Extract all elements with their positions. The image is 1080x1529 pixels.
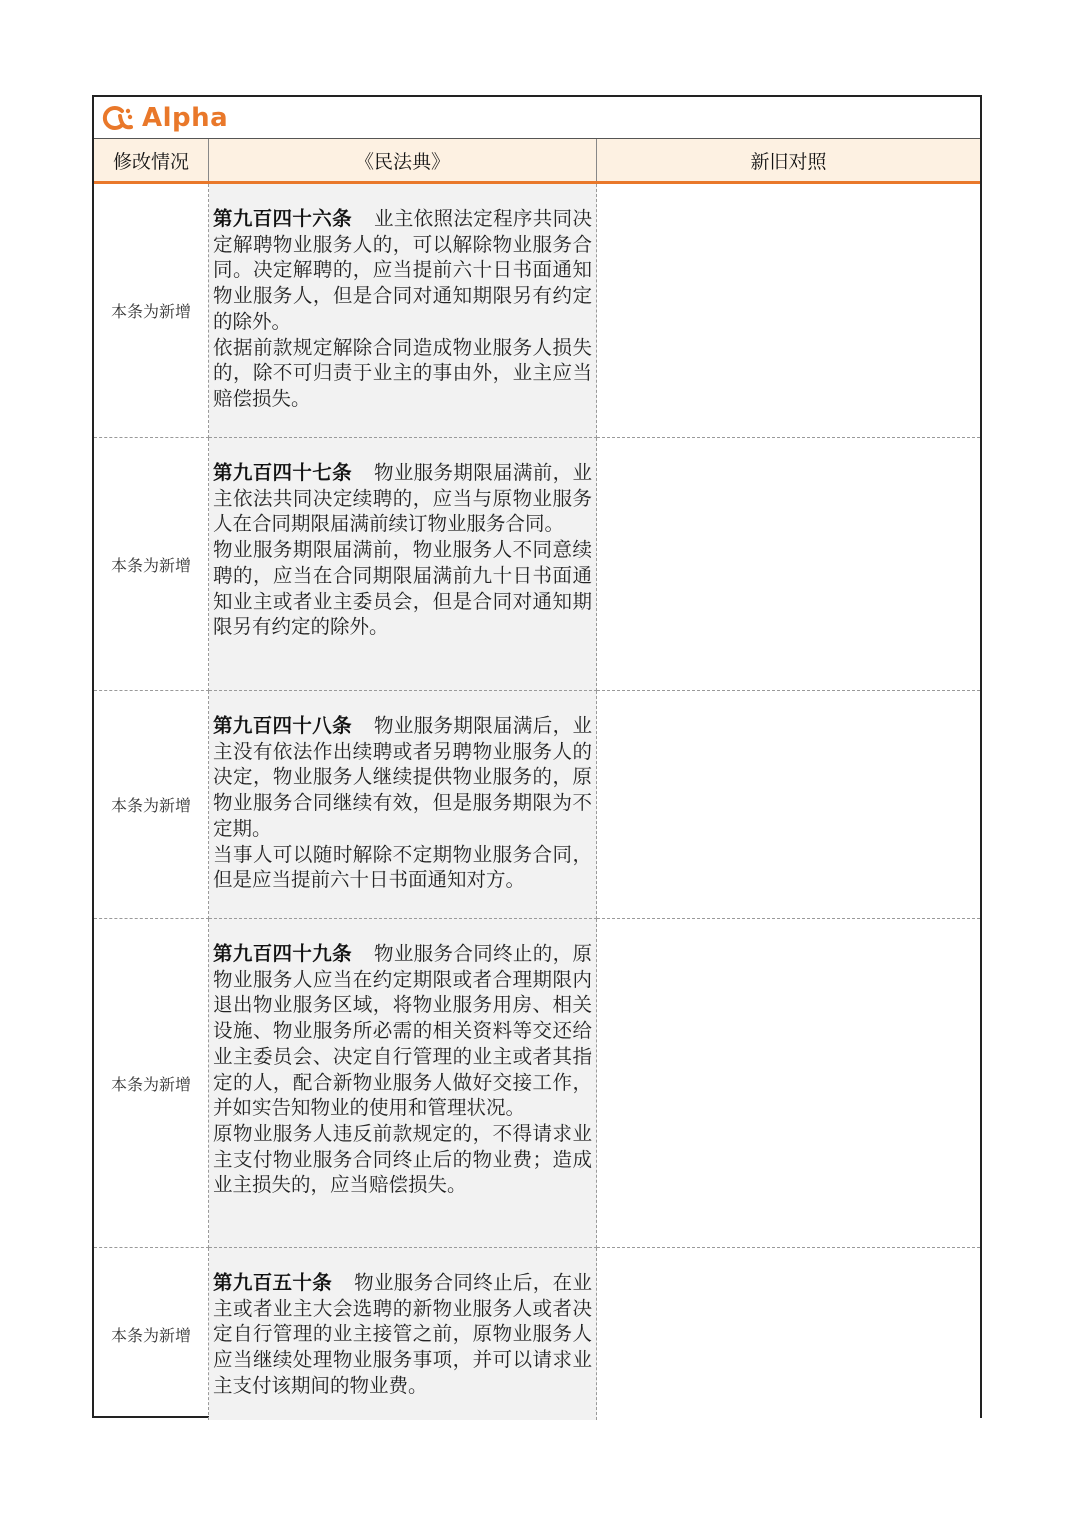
- article-number: 第九百四十八条: [213, 714, 352, 737]
- status-cell: 本条为新增: [94, 919, 209, 1248]
- article-paragraph: 第九百四十七条 物业服务期限届满前，业主依法共同决定续聘的，应当与原物业服务人在合同期限届满前续订物业服务合同。: [213, 461, 592, 536]
- header-civil-code: 《民法典》: [209, 139, 597, 181]
- article-cell: [209, 691, 597, 919]
- compare-cell: [597, 184, 980, 438]
- brand-name: Alpha: [142, 102, 229, 133]
- article-paragraph: 物业服务期限届满前，物业服务人不同意续聘的，应当在合同期限届满前九十日书面通知业主或者业主委员会，但是合同对通知期限另有约定的除外。: [213, 538, 592, 639]
- article-paragraph: 当事人可以随时解除不定期物业服务合同，但是应当提前六十日书面通知对方。: [213, 842, 592, 892]
- article-paragraph: 第九百四十六条 业主依照法定程序共同决定解聘物业服务人的，可以解除物业服务合同。决定解聘的，应当提前六十日书面通知物业服务人，但是合同对通知期限另有约定的除外。: [213, 207, 592, 333]
- article-paragraph: 第九百四十九条 物业服务合同终止的，原物业服务人应当在约定期限或者合理期限内退出物业服务区域，将物业服务用房、相关设施、物业服务所必需的相关资料等交还给业主委员会、决定自行管理的业主或者其指定的人，配合新物业服务人做好交接工作，并如实告知物业的使用和管理状况。: [213, 942, 592, 1120]
- compare-cell: [597, 1248, 980, 1420]
- status-cell: 本条为新增: [94, 1248, 209, 1420]
- article-cell: [209, 184, 597, 438]
- article-cell: [209, 1248, 597, 1420]
- compare-cell: [597, 919, 980, 1248]
- article-number: 第九百四十七条: [213, 461, 352, 484]
- status-cell: 本条为新增: [94, 438, 209, 691]
- status-cell: 本条为新增: [94, 184, 209, 438]
- article-paragraph: 依据前款规定解除合同造成物业服务人损失的，除不可归责于业主的事由外，业主应当赔偿损失。: [213, 335, 592, 410]
- article-cell: [209, 438, 597, 691]
- table-body: [94, 184, 980, 1420]
- header-comparison: 新旧对照: [750, 150, 827, 173]
- comparison-table: [92, 95, 982, 1418]
- brand-header: [94, 97, 980, 139]
- status-cell: 本条为新增: [94, 691, 209, 919]
- table-header: [94, 139, 980, 184]
- article-number: 第九百四十六条: [213, 207, 352, 230]
- article-paragraph: 第九百五十条 物业服务合同终止后，在业主或者业主大会选聘的新物业服务人或者决定自行管理的业主接管之前，原物业服务人应当继续处理物业服务事项，并可以请求业主支付该期间的物业费。: [213, 1271, 592, 1397]
- article-paragraph: 原物业服务人违反前款规定的，不得请求业主支付物业服务合同终止后的物业费；造成业主损失的，应当赔偿损失。: [213, 1121, 592, 1197]
- alpha-logo-icon: [100, 103, 134, 133]
- compare-cell: [597, 438, 980, 691]
- compare-cell: [597, 691, 980, 919]
- article-number: 第九百五十条: [213, 1271, 333, 1294]
- article-cell: [209, 919, 597, 1248]
- article-number: 第九百四十九条: [213, 942, 352, 965]
- article-paragraph: 第九百四十八条 物业服务期限届满后，业主没有依法作出续聘或者另聘物业服务人的决定，物业服务人继续提供物业服务的，原物业服务合同继续有效，但是服务期限为不定期。: [213, 714, 592, 840]
- header-status: 修改情况: [94, 139, 209, 181]
